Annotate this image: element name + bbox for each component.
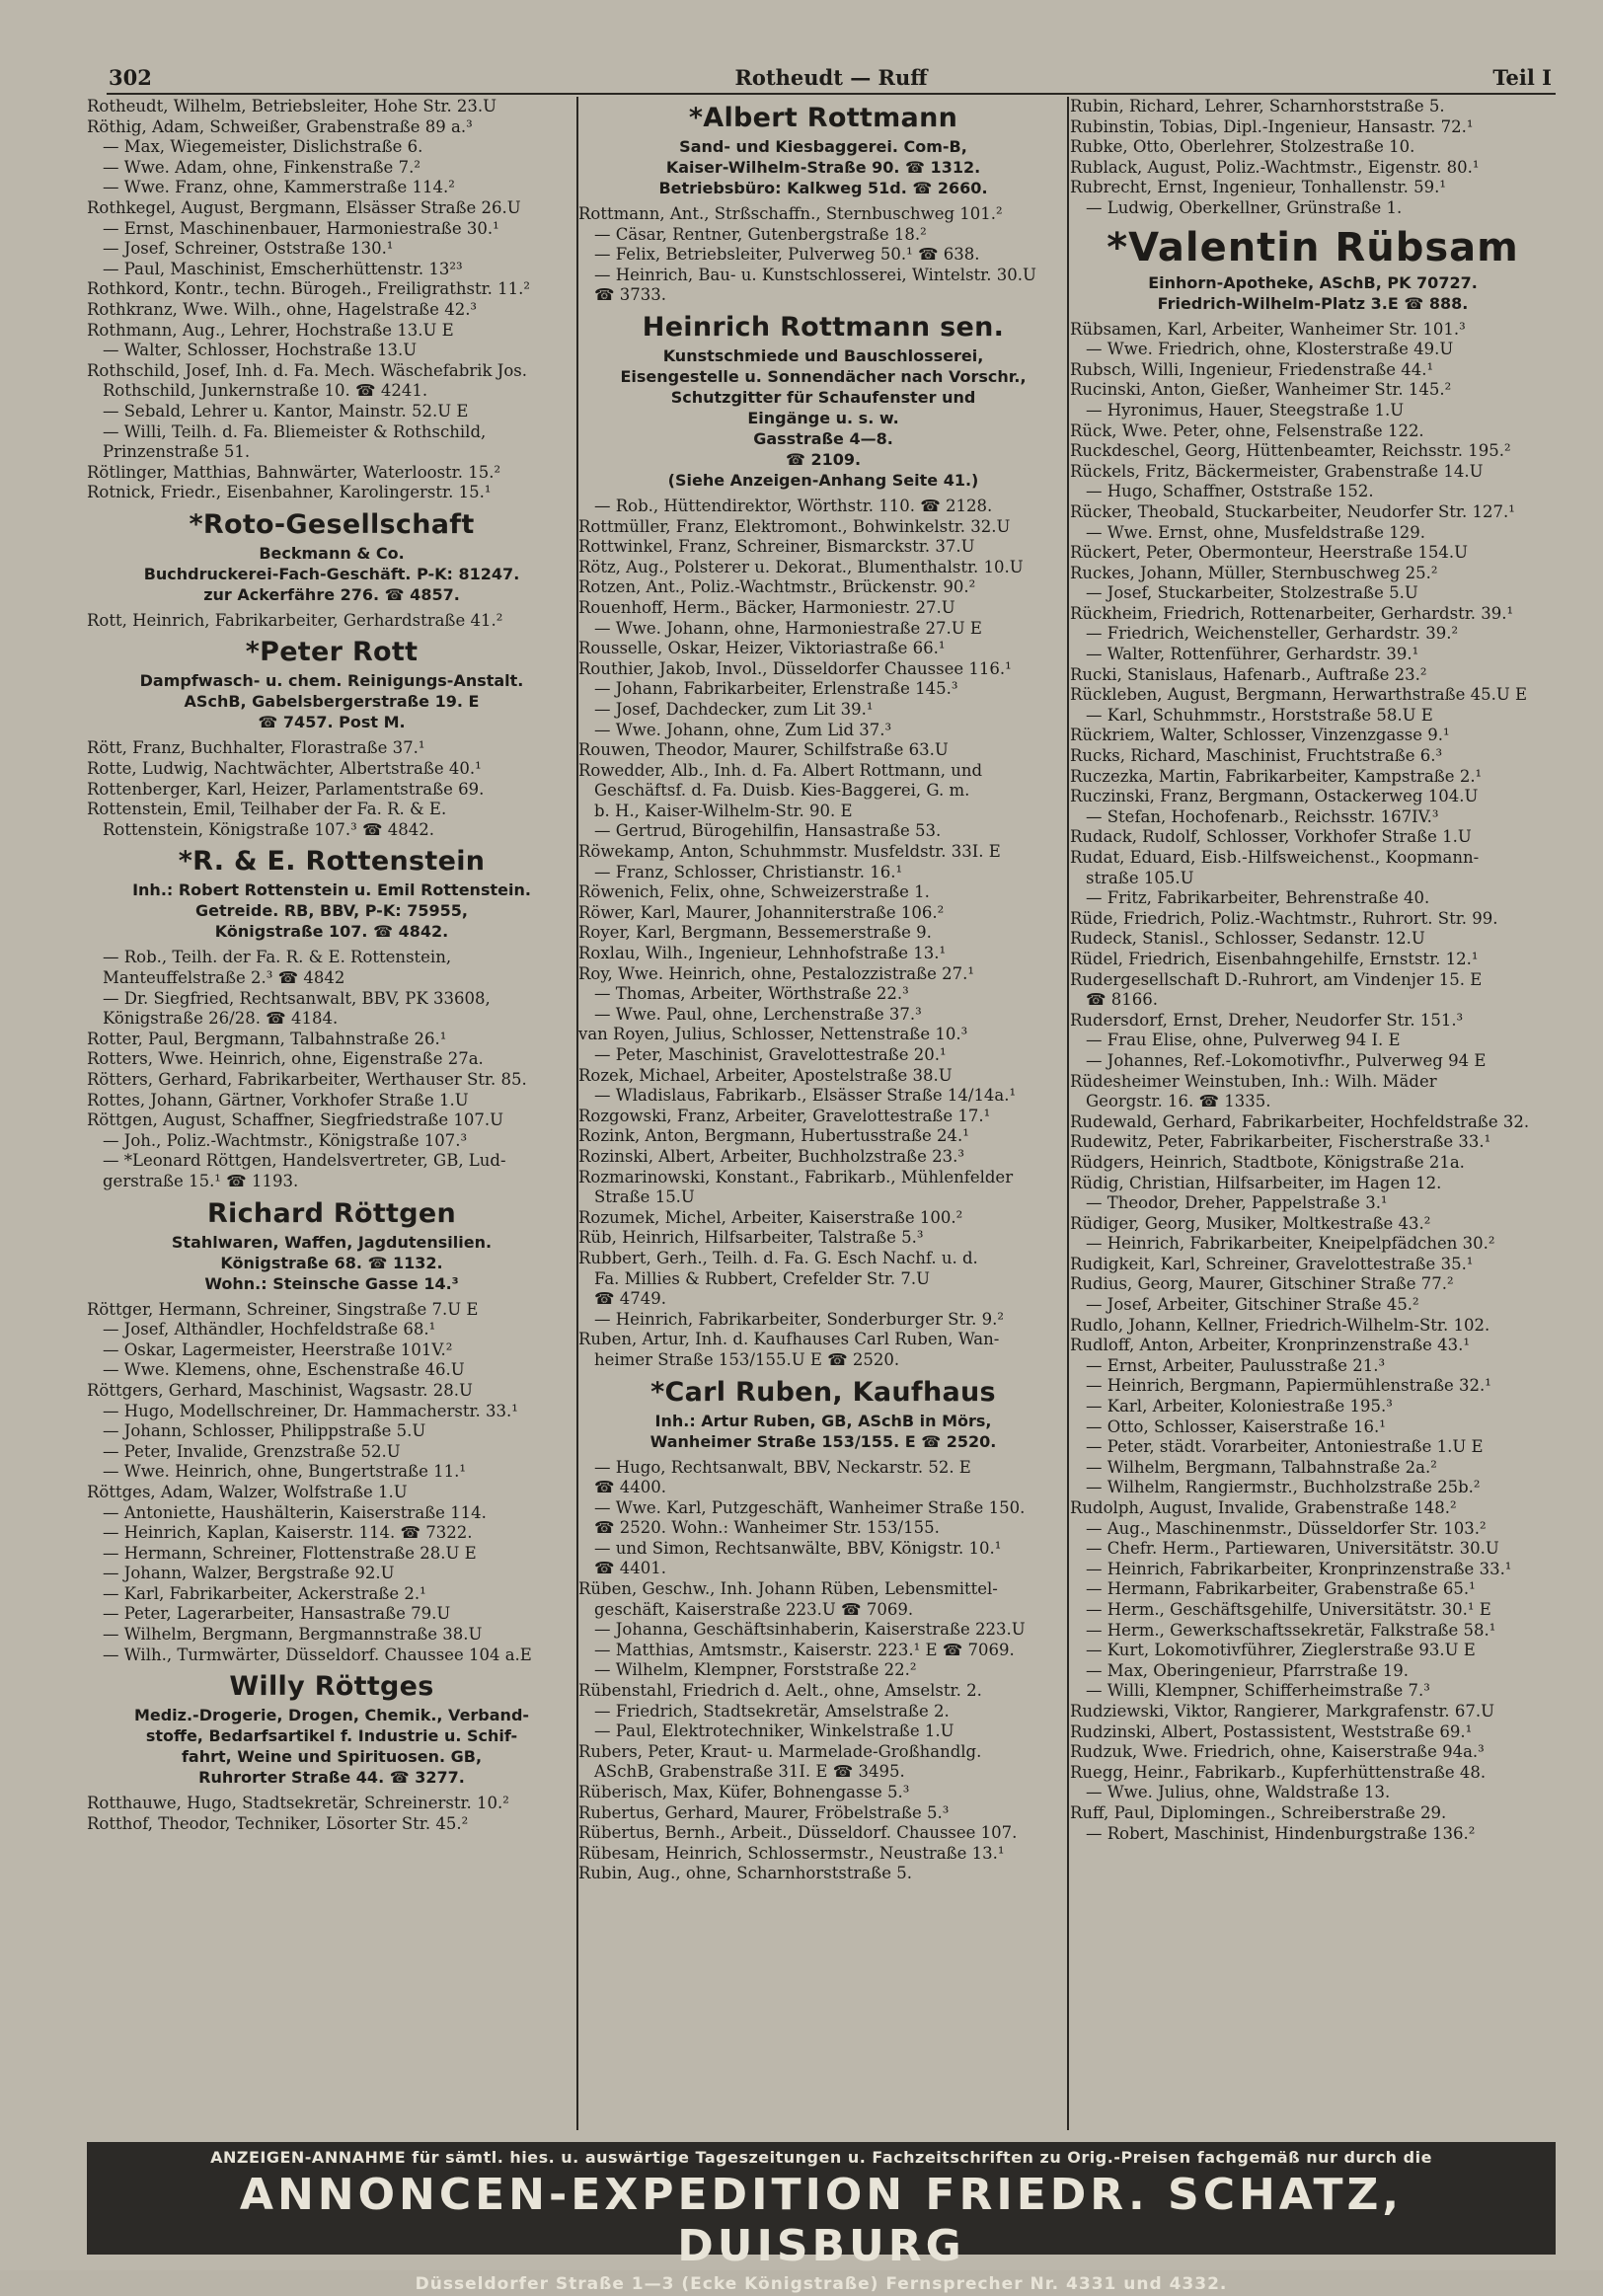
advertisement-block: [1070, 219, 1556, 320]
directory-entry-continuation: — Wwe. Johann, ohne, Harmoniestraße 27.U E: [594, 618, 982, 638]
directory-entry-continuation: heimer Straße 153/155.U E ☎ 2520.: [594, 1349, 900, 1369]
directory-entry: Roy, Wwe. Heinrich, ohne, Pestalozzistraße 27.¹: [578, 963, 974, 983]
directory-entry: Rötlinger, Matthias, Bahnwärter, Waterloostr. 15.²: [87, 462, 501, 482]
directory-entry-continuation: — Peter, Maschinist, Gravelottestraße 20.¹: [594, 1045, 947, 1064]
directory-entry-continuation: — Fritz, Fabrikarbeiter, Behrenstraße 40.: [1086, 888, 1430, 908]
banner-line-2: ANNONCEN-EXPEDITION FRIEDR. SCHATZ, DUISBURG: [239, 2170, 1404, 2271]
advertisement-block: [578, 306, 1068, 497]
directory-entry-continuation: — Wwe. Karl, Putzgeschäft, Wanheimer Straße 150.: [594, 1497, 1026, 1517]
directory-entry: Rouwen, Theodor, Maurer, Schilfstraße 63.U: [578, 740, 949, 760]
directory-entry: Rückriem, Walter, Schlosser, Vinzenzgasse 9.¹: [1070, 726, 1450, 745]
directory-entry: Rudersdorf, Ernst, Dreher, Neudorfer Str. 151.³: [1070, 1010, 1464, 1030]
directory-entry: Rüde, Friedrich, Poliz.-Wachtmstr., Ruhrort. Str. 99.: [1070, 908, 1498, 928]
directory-entry: Rothschild, Josef, Inh. d. Fa. Mech. Wäschefabrik Jos.: [87, 360, 527, 380]
directory-entry-continuation: — Peter, Invalide, Grenzstraße 52.U: [103, 1441, 401, 1461]
directory-entry-continuation: — Frau Elise, ohne, Pulverweg 94 I. E: [1086, 1031, 1401, 1050]
directory-entry-continuation: — Wladislaus, Fabrikarb., Elsässer Straße 14/14a.¹: [594, 1086, 1017, 1106]
directory-entry-continuation: — Friedrich, Stadtsekretär, Amselstraße 2.: [594, 1701, 950, 1721]
directory-entry: Rött, Franz, Buchhalter, Florastraße 37.¹: [87, 738, 425, 758]
directory-entry-continuation: — Heinrich, Fabrikarbeiter, Kneipelpfädchen 30.²: [1086, 1234, 1495, 1254]
advertisement-name: *R. & E. Rottenstein: [178, 846, 486, 878]
directory-entry: Rotter, Paul, Bergmann, Talbahnstraße 26.¹: [87, 1029, 447, 1048]
directory-entry: Rötters, Gerhard, Fabrikarbeiter, Werthauser Str. 85.: [87, 1070, 527, 1089]
directory-entry-continuation: — Johanna, Geschäftsinhaberin, Kaiserstraße 223.U: [594, 1620, 1026, 1640]
directory-entry-continuation: — Robert, Maschinist, Hindenburgstraße 136.²: [1086, 1823, 1476, 1843]
directory-entry: Rüdel, Friedrich, Eisenbahngehilfe, Ernststr. 12.¹: [1070, 949, 1479, 968]
directory-entry: Rubinstin, Tobias, Dipl.-Ingenieur, Hansastr. 72.¹: [1070, 116, 1474, 136]
directory-entry-continuation: — Peter, städt. Vorarbeiter, Antoniestraße 1.U E: [1086, 1437, 1484, 1457]
directory-entry: Röttges, Adam, Walzer, Wolfstraße 1.U: [87, 1482, 408, 1501]
directory-entry-continuation: — Hugo, Rechtsanwalt, BBV, Neckarstr. 52. E: [594, 1457, 971, 1477]
directory-entry: Rucki, Stanislaus, Hafenarb., Auftraße 23.²: [1070, 664, 1427, 684]
directory-entry: Rousselle, Oskar, Heizer, Viktoriastraße 66.¹: [578, 639, 946, 658]
directory-entry-continuation: — Chefr. Herm., Partiewaren, Universitätstr. 30.U: [1086, 1539, 1499, 1559]
directory-entry: Rübertus, Bernh., Arbeit., Düsseldorf. Chaussee 107.: [578, 1823, 1018, 1843]
directory-entry: Rubin, Aug., ohne, Scharnhorststraße 5.: [578, 1864, 912, 1883]
advertisement-line: Schutzgitter für Schaufenster und: [670, 387, 976, 407]
advertisement-line: zur Ackerfähre 276. ☎ 4857.: [203, 584, 460, 604]
directory-entry-continuation: — Karl, Schuhmmstr., Horststraße 58.U E: [1086, 705, 1433, 725]
directory-entry-continuation: — Willi, Klempner, Schifferheimstraße 7.³: [1086, 1681, 1430, 1701]
directory-entry-continuation: — Cäsar, Rentner, Gutenbergstraße 18.²: [594, 224, 927, 244]
directory-entry: Rudewitz, Peter, Fabrikarbeiter, Fischerstraße 33.¹: [1070, 1132, 1491, 1152]
directory-entry: Rozinski, Albert, Arbeiter, Buchholzstraße 23.³: [578, 1146, 964, 1166]
directory-entry-continuation: ☎ 8166.: [1086, 990, 1159, 1010]
directory-entry-continuation: — Wwe. Johann, ohne, Zum Lid 37.³: [594, 720, 892, 739]
directory-entry: Rotzen, Ant., Poliz.-Wachtmstr., Brückenstr. 90.²: [578, 577, 976, 597]
directory-entry: Rübesam, Heinrich, Schlossermstr., Neustraße 13.¹: [578, 1843, 1005, 1863]
directory-entry: Rublack, August, Poliz.-Wachtmstr., Eigenstr. 80.¹: [1070, 157, 1480, 177]
directory-entry-continuation: — Stefan, Hochofenarb., Reichsstr. 167IV.³: [1086, 806, 1439, 826]
directory-entry: Rowedder, Alb., Inh. d. Fa. Albert Rottmann, und: [578, 760, 983, 780]
advertisement-line: Eisengestelle u. Sonnendächer nach Vorschr.,: [620, 366, 1027, 386]
advertisement-line: Wanheimer Straße 153/155. E ☎ 2520.: [649, 1431, 997, 1451]
directory-entry-continuation: — Paul, Elektrotechniker, Winkelstraße 1.U: [594, 1722, 954, 1741]
directory-entry-continuation: — Gertrud, Bürogehilfin, Hansastraße 53.: [594, 821, 942, 841]
directory-entry-continuation: — Josef, Arbeiter, Gitschiner Straße 45.²: [1086, 1295, 1419, 1315]
directory-entry: Rudat, Eduard, Eisb.-Hilfsweichenst., Koopmann-: [1070, 848, 1480, 867]
directory-entry: Ruckdeschel, Georg, Hüttenbeamter, Reichsstr. 195.²: [1070, 441, 1511, 461]
advertisement-line: ☎ 7457. Post M.: [258, 713, 406, 732]
advertisement-block: [87, 840, 576, 948]
advertisement-name: Richard Röttgen: [206, 1197, 457, 1229]
directory-entry-continuation: — Herm., Geschäftsgehilfe, Universitätstr. 30.¹ E: [1086, 1599, 1491, 1619]
directory-entry: Rotthauwe, Hugo, Stadtsekretär, Schreinerstr. 10.²: [87, 1794, 509, 1813]
directory-entry: Rothkegel, August, Bergmann, Elsässer Straße 26.U: [87, 197, 521, 217]
directory-entry-continuation: — Josef, Dachdecker, zum Lit 39.¹: [594, 699, 874, 719]
advertisement-line: Ruhrorter Straße 44. ☎ 3277.: [198, 1768, 465, 1788]
directory-entry-continuation: — Max, Wiegemeister, Dislichstraße 6.: [103, 137, 423, 157]
advertisement-block: [87, 631, 576, 738]
directory-entry: Ruczinski, Franz, Bergmann, Ostackerweg 104.U: [1070, 787, 1479, 806]
directory-entry-continuation: — Antoniette, Haushälterin, Kaiserstraße 114.: [103, 1502, 487, 1522]
directory-entry: Rudloff, Anton, Arbeiter, Kronprinzenstraße 43.¹: [1070, 1336, 1470, 1355]
directory-entry-continuation: Manteuffelstraße 2.³ ☎ 4842: [103, 968, 345, 988]
directory-entry: van Royen, Julius, Schlosser, Nettenstraße 10.³: [578, 1025, 968, 1044]
advertisement-line: Mediz.-Drogerie, Drogen, Chemik., Verband-: [133, 1706, 530, 1725]
directory-entry: Royer, Karl, Bergmann, Bessemerstraße 9.: [578, 923, 932, 943]
directory-entry: Rott, Heinrich, Fabrikarbeiter, Gerhardstraße 41.²: [87, 610, 503, 630]
directory-entry-continuation: Rottenstein, Königstraße 107.³ ☎ 4842.: [103, 819, 435, 839]
directory-entry-continuation: — Wilhelm, Bergmann, Bergmannstraße 38.U: [103, 1625, 483, 1645]
directory-entry: Rothkord, Kontr., techn. Bürogeh., Freiligrathstr. 11.²: [87, 279, 531, 299]
directory-entry-continuation: — Franz, Schlosser, Christianstr. 16.¹: [594, 862, 903, 881]
directory-entry: Ruben, Artur, Inh. d. Kaufhauses Carl Ruben, Wan-: [578, 1330, 1000, 1349]
directory-entry-continuation: — Ludwig, Oberkellner, Grünstraße 1.: [1086, 197, 1403, 217]
directory-entry-continuation: — Wwe. Heinrich, ohne, Bungertstraße 11.¹: [103, 1462, 467, 1482]
directory-entry-continuation: — Rob., Hüttendirektor, Wörthstr. 110. ☎ 2128.: [594, 496, 993, 515]
directory-entry-continuation: — Josef, Stuckarbeiter, Stolzestraße 5.U: [1086, 583, 1418, 603]
column-1: [87, 97, 576, 2130]
directory-entry-continuation: — Wilhelm, Rangiermstr., Buchholzstraße 25b.²: [1086, 1478, 1481, 1497]
directory-entry-continuation: Geschäftsf. d. Fa. Duisb. Kies-Baggerei, G. m.: [594, 781, 970, 801]
directory-entry: Rüdig, Christian, Hilfsarbeiter, im Hagen 12.: [1070, 1173, 1442, 1192]
directory-entry: Röttgen, August, Schaffner, Siegfriedstraße 107.U: [87, 1110, 504, 1130]
directory-entry: Rudzuk, Wwe. Friedrich, ohne, Kaiserstraße 94a.³: [1070, 1742, 1485, 1762]
directory-entry-continuation: — Thomas, Arbeiter, Wörthstraße 22.³: [594, 984, 909, 1004]
directory-entry-continuation: Fa. Millies & Rubbert, Crefelder Str. 7.U: [594, 1268, 931, 1288]
directory-entry: Rottenberger, Karl, Heizer, Parlamentstraße 69.: [87, 779, 485, 799]
directory-entry: Ruczezka, Martin, Fabrikarbeiter, Kampstraße 2.¹: [1070, 766, 1483, 786]
directory-entry-continuation: — Ernst, Arbeiter, Paulusstraße 21.³: [1086, 1355, 1386, 1375]
advertisement-line: (Siehe Anzeigen-Anhang Seite 41.): [667, 470, 979, 490]
directory-entry: Rücker, Theobald, Stuckarbeiter, Neudorfer Str. 127.¹: [1070, 501, 1515, 521]
advertisement-line: Getreide. RB, BBV, P-K: 75955,: [195, 901, 468, 921]
directory-entry: Rüb, Heinrich, Hilfsarbeiter, Talstraße 5.³: [578, 1228, 924, 1248]
banner-line-1: ANZEIGEN-ANNAHME für sämtl. hies. u. auswärtige Tageszeitungen u. Fachzeitschriften zu Orig.-Preisen fachgemäß nur durch die: [210, 2148, 1432, 2167]
directory-entry-continuation: — Karl, Fabrikarbeiter, Ackerstraße 2.¹: [103, 1583, 426, 1603]
directory-entry-continuation: ☎ 4400.: [594, 1478, 667, 1497]
directory-entry-continuation: — Josef, Althändler, Hochfeldstraße 68.¹: [103, 1320, 436, 1339]
directory-entry-continuation: Straße 15.U: [594, 1187, 695, 1207]
directory-entry: Rudack, Rudolf, Schlosser, Vorkhofer Straße 1.U: [1070, 827, 1472, 847]
directory-entry: Rudlo, Johann, Kellner, Friedrich-Wilhelm-Str. 102.: [1070, 1315, 1490, 1335]
page-number: 302: [109, 65, 152, 90]
directory-entry: Rotthof, Theodor, Techniker, Lösorter Str. 45.²: [87, 1813, 469, 1833]
directory-entry: Rudeck, Stanisl., Schlosser, Sedanstr. 12.U: [1070, 929, 1425, 949]
directory-entry-continuation: — Willi, Teilh. d. Fa. Bliemeister & Rothschild,: [103, 421, 487, 441]
advertisement-block: [87, 1192, 576, 1300]
directory-entry-continuation: — Johann, Schlosser, Philippstraße 5.U: [103, 1421, 426, 1441]
directory-entry-continuation: — Hugo, Modellschreiner, Dr. Hammacherstr. 33.¹: [103, 1401, 518, 1420]
directory-entry: Rubrecht, Ernst, Ingenieur, Tonhallenstr. 59.¹: [1070, 178, 1446, 197]
directory-entry-continuation: — Wilhelm, Bergmann, Talbahnstraße 2a.²: [1086, 1457, 1437, 1477]
page-header: [107, 63, 1556, 95]
directory-entry-continuation: — Otto, Schlosser, Kaiserstraße 16.¹: [1086, 1416, 1386, 1436]
advertisement-line: Einhorn-Apotheke, ASchB, PK 70727.: [1148, 272, 1478, 292]
directory-entry: Rubin, Richard, Lehrer, Scharnhorststraße 5.: [1070, 97, 1445, 115]
advertisement-block: [578, 1371, 1068, 1458]
advertisement-block: [87, 503, 576, 611]
directory-entry-continuation: Georgstr. 16. ☎ 1335.: [1086, 1092, 1271, 1111]
directory-entry-continuation: Königstraße 26/28. ☎ 4184.: [103, 1009, 339, 1029]
directory-entry: Rubers, Peter, Kraut- u. Marmelade-Großhandlg.: [578, 1741, 982, 1761]
directory-entry-continuation: — Wwe. Franz, ohne, Kammerstraße 114.²: [103, 178, 455, 197]
directory-entry-continuation: — Heinrich, Bau- u. Kunstschlosserei, Wintelstr. 30.U: [594, 265, 1036, 284]
directory-entry-continuation: — Wwe. Klemens, ohne, Eschenstraße 46.U: [103, 1360, 465, 1380]
advertisement-line: Eingänge u. s. w.: [747, 408, 899, 427]
advertisement-line: ☎ 2109.: [785, 449, 862, 469]
directory-entry-continuation: — Paul, Maschinist, Emscherhüttenstr. 13²³: [103, 259, 463, 278]
advertisement-line: Inh.: Robert Rottenstein u. Emil Rottenstein.: [132, 880, 531, 900]
column-2: [578, 97, 1068, 2130]
directory-entry: Rubertus, Gerhard, Maurer, Fröbelstraße 5.³: [578, 1802, 950, 1822]
directory-entry-continuation: — Karl, Arbeiter, Koloniestraße 195.³: [1086, 1397, 1393, 1416]
directory-entry: Rück, Wwe. Peter, ohne, Felsenstraße 122.: [1070, 421, 1424, 440]
directory-entry-continuation: — Wwe. Friedrich, ohne, Klosterstraße 49.U: [1086, 340, 1454, 359]
directory-entry: Rudzinski, Albert, Postassistent, Weststraße 69.¹: [1070, 1722, 1473, 1741]
advertisement-line: Gasstraße 4—8.: [753, 428, 893, 448]
directory-entry-continuation: ☎ 3733.: [594, 285, 667, 305]
directory-entry-continuation: geschäft, Kaiserstraße 223.U ☎ 7069.: [594, 1599, 914, 1619]
directory-entry: Rozek, Michael, Arbeiter, Apostelstraße 38.U: [578, 1065, 953, 1085]
directory-entry: Rozmarinowski, Konstant., Fabrikarb., Mühlenfelder: [578, 1167, 1014, 1186]
directory-entry: Rückleben, August, Bergmann, Herwarthstraße 45.U E: [1070, 685, 1528, 705]
advertisement-line: Buchdruckerei-Fach-Geschäft. P-K: 81247.: [143, 564, 520, 583]
directory-entry: Rudolph, August, Invalide, Grabenstraße 148.²: [1070, 1498, 1457, 1517]
directory-entry: Rottwinkel, Franz, Schreiner, Bismarckstr. 37.U: [578, 537, 975, 557]
directory-entry: Rucinski, Anton, Gießer, Wanheimer Str. 145.²: [1070, 380, 1452, 400]
advertising-banner: [87, 2142, 1556, 2294]
directory-entry: Rottes, Johann, Gärtner, Vorkhofer Straße 1.U: [87, 1090, 469, 1110]
advertisement-line: Wohn.: Steinsche Gasse 14.³: [204, 1273, 459, 1293]
advertisement-name: *Roto-Gesellschaft: [189, 508, 475, 540]
advertisement-block: [578, 97, 1068, 204]
directory-entry-continuation: — Dr. Siegfried, Rechtsanwalt, BBV, PK 33608,: [103, 988, 491, 1008]
directory-entry: Ruckes, Johann, Müller, Sternbuschweg 25.²: [1070, 563, 1438, 582]
directory-entry: Rotte, Ludwig, Nachtwächter, Albertstraße 40.¹: [87, 759, 482, 779]
directory-entry-continuation: — Aug., Maschinenmstr., Düsseldorfer Str. 103.²: [1086, 1518, 1487, 1538]
advertisement-line: Friedrich-Wilhelm-Platz 3.E ☎ 888.: [1157, 293, 1469, 313]
directory-entry: Röwenich, Felix, ohne, Schweizerstraße 1.: [578, 882, 930, 902]
directory-entry: Rubsch, Willi, Ingenieur, Friedenstraße 44.¹: [1070, 359, 1434, 379]
directory-entry: Ruff, Paul, Diplomingen., Schreiberstraße 29.: [1070, 1802, 1447, 1822]
advertisement-line: Kaiser-Wilhelm-Straße 90. ☎ 1312.: [665, 158, 981, 177]
directory-entry: Rotnick, Friedr., Eisenbahner, Karolingerstr. 15.¹: [87, 483, 492, 502]
directory-entry-continuation: ASchB, Grabenstraße 31I. E ☎ 3495.: [594, 1762, 905, 1782]
directory-entry-continuation: — Wilhelm, Klempner, Forststraße 22.²: [594, 1660, 917, 1680]
directory-entry-continuation: b. H., Kaiser-Wilhelm-Str. 90. E: [594, 801, 853, 820]
advertisement-line: Stahlwaren, Waffen, Jagdutensilien.: [171, 1232, 493, 1252]
directory-entry: Rottmann, Ant., Strßschaffn., Sternbuschweg 101.²: [578, 204, 1003, 223]
directory-entry-continuation: — Joh., Poliz.-Wachtmstr., Königstraße 107.³: [103, 1130, 468, 1150]
advertisement-line: Kunstschmiede und Bauschlosserei,: [662, 345, 984, 365]
directory-entry: Rudergesellschaft D.-Ruhrort, am Vindenjer 15. E: [1070, 969, 1483, 989]
directory-entry: Röthig, Adam, Schweißer, Grabenstraße 89 a.³: [87, 116, 473, 136]
advertisement-line: ASchB, Gabelsbergerstraße 19. E: [184, 692, 480, 712]
directory-entry-continuation: — Max, Oberingenieur, Pfarrstraße 19.: [1086, 1660, 1410, 1680]
advertisement-line: Königstraße 68. ☎ 1132.: [220, 1253, 443, 1272]
directory-entry-continuation: — Heinrich, Fabrikarbeiter, Kronprinzenstraße 33.¹: [1086, 1559, 1512, 1578]
directory-entry-continuation: — Johannes, Ref.-Lokomotivfhr., Pulverweg 94 E: [1086, 1050, 1487, 1070]
advertisement-line: Beckmann & Co.: [259, 543, 405, 563]
directory-entry-continuation: — Hyronimus, Hauer, Steegstraße 1.U: [1086, 400, 1405, 420]
page-title: Rotheudt — Ruff: [734, 65, 928, 90]
column-divider: [1067, 97, 1069, 2130]
directory-entry: Röttgers, Gerhard, Maschinist, Wagsastr. 28.U: [87, 1380, 473, 1400]
directory-entry: Rothmann, Aug., Lehrer, Hochstraße 13.U E: [87, 320, 454, 340]
directory-entry-continuation: gerstraße 15.¹ ☎ 1193.: [103, 1171, 299, 1190]
directory-entry-continuation: — Johann, Walzer, Bergstraße 92.U: [103, 1564, 395, 1583]
directory-entry: Röttger, Hermann, Schreiner, Singstraße 7.U E: [87, 1299, 479, 1319]
directory-entry-continuation: — Friedrich, Weichensteller, Gerhardstr. 39.²: [1086, 624, 1459, 644]
directory-entry-continuation: — Johann, Fabrikarbeiter, Erlenstraße 145.³: [594, 679, 958, 699]
directory-entry: Rötz, Aug., Polsterer u. Dekorat., Blumenthalstr. 10.U: [578, 557, 1024, 576]
directory-entry-continuation: Prinzenstraße 51.: [103, 442, 251, 462]
directory-entry: Rübsamen, Karl, Arbeiter, Wanheimer Str. 101.³: [1070, 319, 1466, 339]
directory-entry: Rottenstein, Emil, Teilhaber der Fa. R. & E.: [87, 800, 447, 819]
directory-entry: Rotheudt, Wilhelm, Betriebsleiter, Hohe Str. 23.U: [87, 97, 497, 115]
directory-entry-continuation: — Heinrich, Bergmann, Papiermühlenstraße 32.¹: [1086, 1376, 1491, 1396]
directory-entry: Rozink, Anton, Bergmann, Hubertusstraße 24.¹: [578, 1126, 969, 1146]
directory-entry: Rückert, Peter, Obermonteur, Heerstraße 154.U: [1070, 543, 1468, 563]
directory-entry: Rubbert, Gerh., Teilh. d. Fa. G. Esch Nachf. u. d.: [578, 1248, 978, 1267]
advertisement-line: stoffe, Bedarfsartikel f. Industrie u. Schif-: [145, 1726, 518, 1746]
directory-entry-continuation: ☎ 4749.: [594, 1289, 667, 1309]
advertisement-line: Königstraße 107. ☎ 4842.: [214, 922, 449, 942]
directory-entry: Rothkranz, Wwe. Wilh., ohne, Hagelstraße 42.³: [87, 299, 478, 319]
directory-entry: Rüberisch, Max, Küfer, Bohnengasse 5.³: [578, 1783, 910, 1801]
directory-entry: Rüben, Geschw., Inh. Johann Rüben, Lebensmittel-: [578, 1579, 998, 1599]
page-part: Teil I: [1492, 65, 1552, 90]
directory-entry-continuation: — Rob., Teilh. der Fa. R. & E. Rottenstein,: [103, 948, 452, 967]
banner-line-3: Düsseldorfer Straße 1—3 (Ecke Königstraße) Fernsprecher Nr. 4331 und 4332.: [415, 2274, 1228, 2294]
directory-entry-continuation: — Walter, Schlosser, Hochstraße 13.U: [103, 341, 418, 360]
directory-entry: Rückels, Fritz, Bäckermeister, Grabenstraße 14.U: [1070, 461, 1484, 481]
advertisement-name: *Albert Rottmann: [688, 103, 958, 133]
directory-entry: Röwekamp, Anton, Schuhmmstr. Musfeldstr. 33I. E: [578, 842, 1001, 862]
advertisement-name: *Carl Ruben, Kaufhaus: [650, 1376, 996, 1408]
directory-entry-continuation: — Wwe. Paul, ohne, Lerchenstraße 37.³: [594, 1004, 922, 1024]
directory-entry: Rouenhoff, Herm., Bäcker, Harmoniestr. 27.U: [578, 597, 955, 617]
directory-entry: Rozumek, Michel, Arbeiter, Kaiserstraße 100.²: [578, 1207, 963, 1227]
directory-entry-continuation: — Heinrich, Fabrikarbeiter, Sonderburger Str. 9.²: [594, 1309, 1004, 1329]
advertisement-name: *Valentin Rübsam: [1107, 224, 1519, 270]
directory-entry-continuation: — Kurt, Lokomotivführer, Zieglerstraße 93.U E: [1086, 1641, 1476, 1660]
column-3: [1070, 97, 1556, 2130]
directory-entry: Rubke, Otto, Oberlehrer, Stolzestraße 10.: [1070, 137, 1415, 157]
directory-entry-continuation: — Walter, Rottenführer, Gerhardstr. 39.¹: [1086, 645, 1419, 664]
directory-entry: Rückheim, Friedrich, Rottenarbeiter, Gerhardstr. 39.¹: [1070, 603, 1514, 623]
directory-entry-continuation: — Wwe. Ernst, ohne, Musfeldstraße 129.: [1086, 522, 1425, 542]
directory-entry-continuation: — Wilh., Turmwärter, Düsseldorf. Chaussee 104 a.E: [103, 1645, 532, 1664]
advertisement-line: Dampfwasch- u. chem. Reinigungs-Anstalt.: [139, 671, 524, 691]
directory-entry: Rozgowski, Franz, Arbeiter, Gravelottestraße 17.¹: [578, 1106, 991, 1125]
directory-entry-continuation: — Herm., Gewerkschaftssekretär, Falkstraße 58.¹: [1086, 1620, 1496, 1640]
directory-entry: Rudziewski, Viktor, Rangierer, Markgrafenstr. 67.U: [1070, 1701, 1495, 1721]
directory-entry: Rüdgers, Heinrich, Stadtbote, Königstraße 21a.: [1070, 1152, 1465, 1172]
directory-entry-continuation: straße 105.U: [1086, 868, 1194, 887]
directory-entry-continuation: — Hermann, Schreiner, Flottenstraße 28.U E: [103, 1543, 477, 1563]
directory-entry-continuation: — Josef, Schreiner, Oststraße 130.¹: [103, 239, 394, 259]
directory-entry: Rübenstahl, Friedrich d. Aelt., ohne, Amselstr. 2.: [578, 1681, 982, 1701]
advertisement-line: fahrt, Weine und Spirituosen. GB,: [181, 1747, 483, 1767]
directory-entry-continuation: — und Simon, Rechtsanwälte, BBV, Königstr. 10.¹: [594, 1538, 1002, 1558]
directory-entry: Rüdesheimer Weinstuben, Inh.: Wilh. Mäder: [1070, 1071, 1437, 1091]
directory-entry: Ruegg, Heinr., Fabrikarb., Kupferhüttenstraße 48.: [1070, 1762, 1487, 1782]
advertisement-line: Sand- und Kiesbaggerei. Com-B,: [679, 137, 967, 156]
directory-entry-continuation: — Hugo, Schaffner, Oststraße 152.: [1086, 482, 1374, 501]
advertisement-line: Betriebsbüro: Kalkweg 51d. ☎ 2660.: [658, 179, 988, 197]
advertisement-name: Heinrich Rottmann sen.: [642, 311, 1005, 343]
directory-entry-continuation: ☎ 2520. Wohn.: Wanheimer Str. 153/155.: [594, 1518, 940, 1538]
directory-entry-continuation: — Sebald, Lehrer u. Kantor, Mainstr. 52.U E: [103, 401, 469, 421]
directory-entry-continuation: — Matthias, Amtsmstr., Kaiserstr. 223.¹ E ☎ 7069.: [594, 1640, 1015, 1659]
advertisement-name: *Peter Rott: [245, 637, 419, 668]
directory-entry-continuation: — Ernst, Maschinenbauer, Harmoniestraße 30.¹: [103, 218, 499, 238]
directory-entry-continuation: — Wwe. Adam, ohne, Finkenstraße 7.²: [103, 157, 420, 177]
directory-entry: Röwer, Karl, Maurer, Johanniterstraße 106.²: [578, 902, 945, 922]
directory-entry: Rotters, Wwe. Heinrich, ohne, Eigenstraße 27a.: [87, 1049, 484, 1069]
directory-entry-continuation: ☎ 4401.: [594, 1559, 667, 1578]
directory-entry-continuation: — Heinrich, Kaplan, Kaiserstr. 114. ☎ 7322.: [103, 1523, 473, 1543]
directory-entry-continuation: Rothschild, Junkernstraße 10. ☎ 4241.: [103, 381, 428, 401]
directory-entry: Rüdiger, Georg, Musiker, Moltkestraße 43.²: [1070, 1213, 1431, 1233]
directory-entry-continuation: — *Leonard Röttgen, Handelsvertreter, GB, Lud-: [103, 1151, 506, 1171]
directory-entry-continuation: — Hermann, Fabrikarbeiter, Grabenstraße 65.¹: [1086, 1579, 1476, 1599]
directory-entry-continuation: — Wwe. Julius, ohne, Waldstraße 13.: [1086, 1783, 1391, 1802]
advertisement-name: Willy Röttges: [229, 1671, 434, 1703]
directory-entry: Rudius, Georg, Maurer, Gitschiner Straße 77.²: [1070, 1274, 1454, 1294]
directory-entry: Rudigkeit, Karl, Schreiner, Gravelottestraße 35.¹: [1070, 1254, 1474, 1273]
directory-entry-continuation: — Theodor, Dreher, Pappelstraße 3.¹: [1086, 1193, 1388, 1213]
directory-entry: Rucks, Richard, Maschinist, Fruchtstraße 6.³: [1070, 746, 1443, 766]
directory-entry: Rudewald, Gerhard, Fabrikarbeiter, Hochfeldstraße 32.: [1070, 1111, 1530, 1131]
advertisement-line: Inh.: Artur Ruben, GB, ASchB in Mörs,: [654, 1411, 992, 1430]
directory-entry-continuation: — Oskar, Lagermeister, Heerstraße 101V.²: [103, 1339, 453, 1359]
directory-entry-continuation: — Felix, Betriebsleiter, Pulverweg 50.¹ ☎ 638.: [594, 245, 980, 265]
directory-entry: Routhier, Jakob, Invol., Düsseldorfer Chaussee 116.¹: [578, 658, 1012, 678]
directory-entry-continuation: — Peter, Lagerarbeiter, Hansastraße 79.U: [103, 1604, 451, 1624]
directory-entry: Roxlau, Wilh., Ingenieur, Lehnhofstraße 13.¹: [578, 944, 947, 963]
directory-entry: Rottmüller, Franz, Elektromont., Bohwinkelstr. 32.U: [578, 516, 1011, 536]
advertisement-block: [87, 1665, 576, 1794]
